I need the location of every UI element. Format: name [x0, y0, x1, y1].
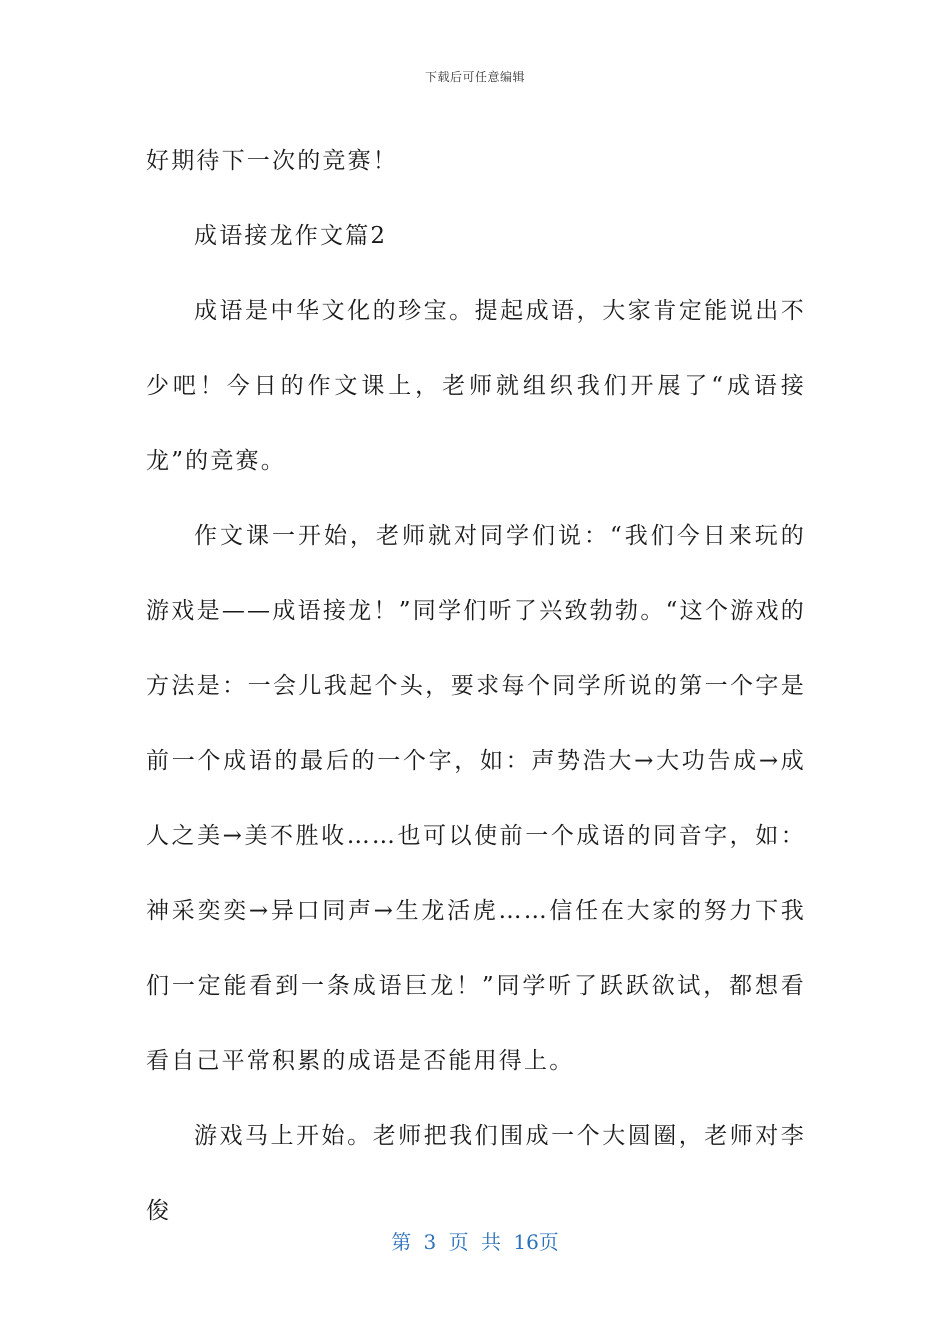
page-header: 下载后可任意编辑 [424, 70, 525, 84]
paragraph: 作文课一开始，老师就对同学们说：“我们今日来玩的游戏是——成语接龙！”同学们听了兴致勃勃。“这个游戏的方法是：一会儿我起个头，要求每个同学所说的第一个字是前一个成语的最后的一个字，如：声势浩大→大功告成→成人之美→美不胜收……也可以使前一个成语的同音字，如：神采奕奕→异口同声→生龙活虎……信任在大家的努力下我们一定能看到一条成语巨龙！”同学听了跃跃欲试，都想看看自己平常积累的成语是否能用得上。 [146, 523, 806, 1074]
section-title: 成语接龙作文篇2 [194, 223, 388, 249]
paragraph-continuation: 好期待下一次的竞赛！ [146, 148, 398, 174]
paragraph: 成语是中华文化的珍宝。提起成语，大家肯定能说出不少吧！今日的作文课上，老师就组织我们开展了“成语接龙”的竞赛。 [146, 298, 806, 474]
document-body [146, 124, 806, 1249]
paragraph: 游戏马上开始。老师把我们围成一个大圆圈，老师对李俊 [146, 1123, 806, 1224]
page-footer: 第 3 页 共 16页 [391, 1230, 559, 1254]
